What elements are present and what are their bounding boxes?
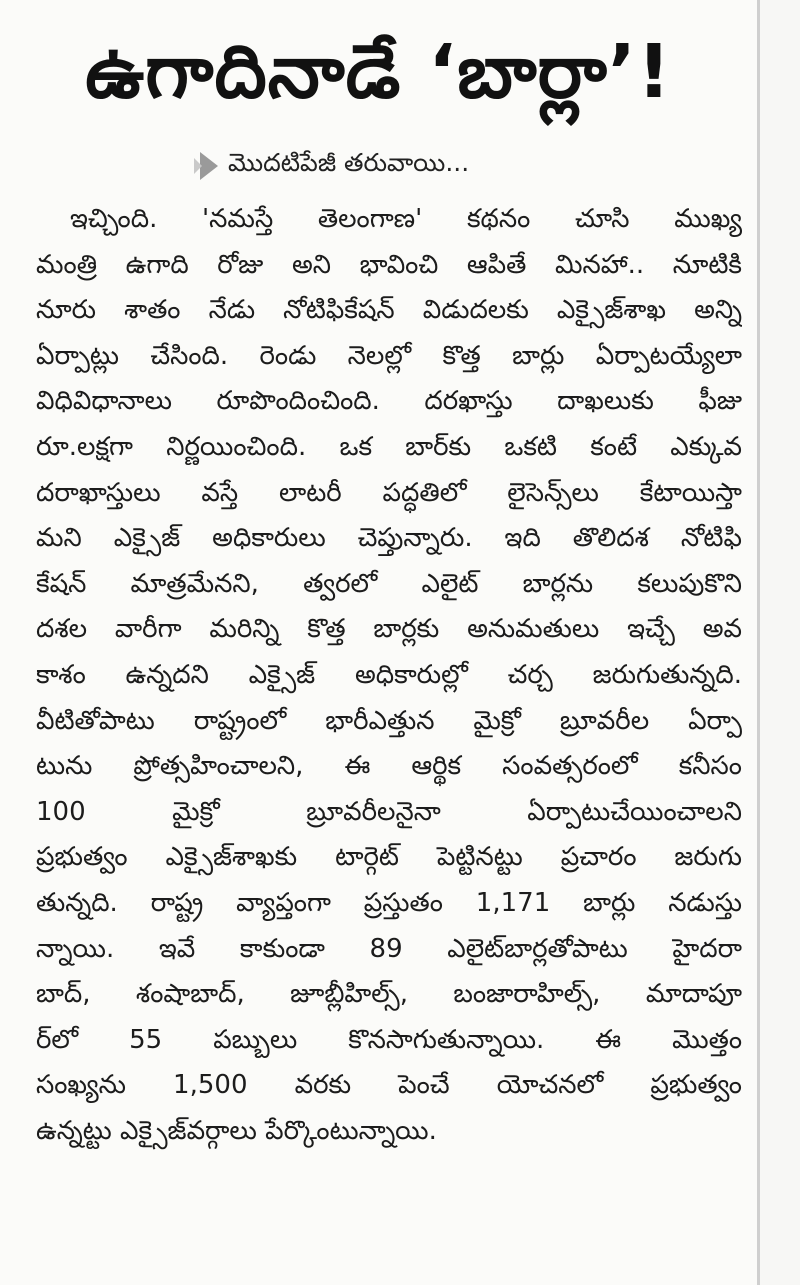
body-line: తున్నది. రాష్ట్ర వ్యాప్తంగా ప్రస్తుతం 1,171 బార్లు నడుస్తు [36,887,742,918]
body-line: బాద్, శంషాబాద్, జూబ్లీహిల్స్, బంజారాహిల్స్, మాదాపూ [36,979,742,1010]
body-line: నూరు శాతం నేడు నోటిఫికేషన్ విడుదలకు ఎక్సైజ్‌శాఖ అన్ని [36,295,742,326]
body-line: టును ప్రోత్సహించాలని, ఈ ఆర్థిక సంవత్సరంలో కనీసం [36,751,742,782]
body-line: మంత్రి ఉగాది రోజు అని భావించి ఆపితే మినహా.. నూటికి [36,249,742,280]
body-line: వీటితోపాటు రాష్ట్రంలో భారీఎత్తున మైక్రో బ్రూవరీల ఏర్పా [36,705,742,736]
body-line: ర్‌లో 55 పబ్బులు కొనసాగుతున్నాయి. ఈ మొత్తం [36,1024,742,1055]
body-line: సంఖ్యను 1,500 వరకు పెంచే యోచనలో ప్రభుత్వం [36,1070,742,1101]
arrow-icon [200,152,218,180]
body-line: న్నాయి. ఇవే కాకుండా 89 ఎలైట్‌బార్లతోపాటు హైదరా [36,933,742,964]
body-line: రూ.లక్షగా నిర్ణయించింది. ఒక బార్‌కు ఒకటి కంటే ఎక్కువ [36,431,742,462]
article-body [36,197,742,1154]
body-line: కాశం ఉన్నదని ఎక్సైజ్ అధికారుల్లో చర్చ జరుగుతున్నది. [36,659,742,690]
body-line: 100 మైక్రో బ్రూవరీలనైనా ఏర్పాటుచేయించాలని [36,796,742,827]
body-line: ఏర్పాట్లు చేసింది. రెండు నెలల్లో కొత్త బార్లు ఏర్పాటయ్యేలా [36,340,742,371]
headline: ఉగాదినాడే ‘బార్లా’! [85,29,672,115]
page-edge-divider [757,0,760,1285]
body-line: విధివిధానాలు రూపొందించింది. దరఖాస్తు దాఖలుకు ఫీజు [36,386,742,417]
continuation-kicker [200,146,469,186]
body-line: దశల వారీగా మరిన్ని కొత్త బార్లకు అనుమతులు ఇచ్చే అవ [36,614,742,645]
body-line: ఇచ్చింది. 'నమస్తే తెలంగాణ' కథనం చూసి ముఖ్య [70,204,742,234]
body-line: మని ఎక్సైజ్ అధికారులు చెప్తున్నారు. ఇది తొలిదశ నోటిఫి [36,523,742,554]
body-line: ప్రభుత్వం ఎక్సైజ్‌శాఖకు టార్గెట్ పెట్టినట్టు ప్రచారం జరుగు [36,842,742,873]
body-line: దరాఖాస్తులు వస్తే లాటరీ పద్ధతిలో లైసెన్స్‌లు కేటాయిస్తా [36,477,742,508]
body-line: ఉన్నట్టు ఎక్సైజ్‌వర్గాలు పేర్కొంటున్నాయి. [36,1115,437,1146]
body-line: కేషన్ మాత్రమేనని, త్వరలో ఎలైట్ బార్లను కలుపుకొని [36,568,742,599]
kicker-text: మొదటిపేజీ తరువాయి... [228,148,470,177]
